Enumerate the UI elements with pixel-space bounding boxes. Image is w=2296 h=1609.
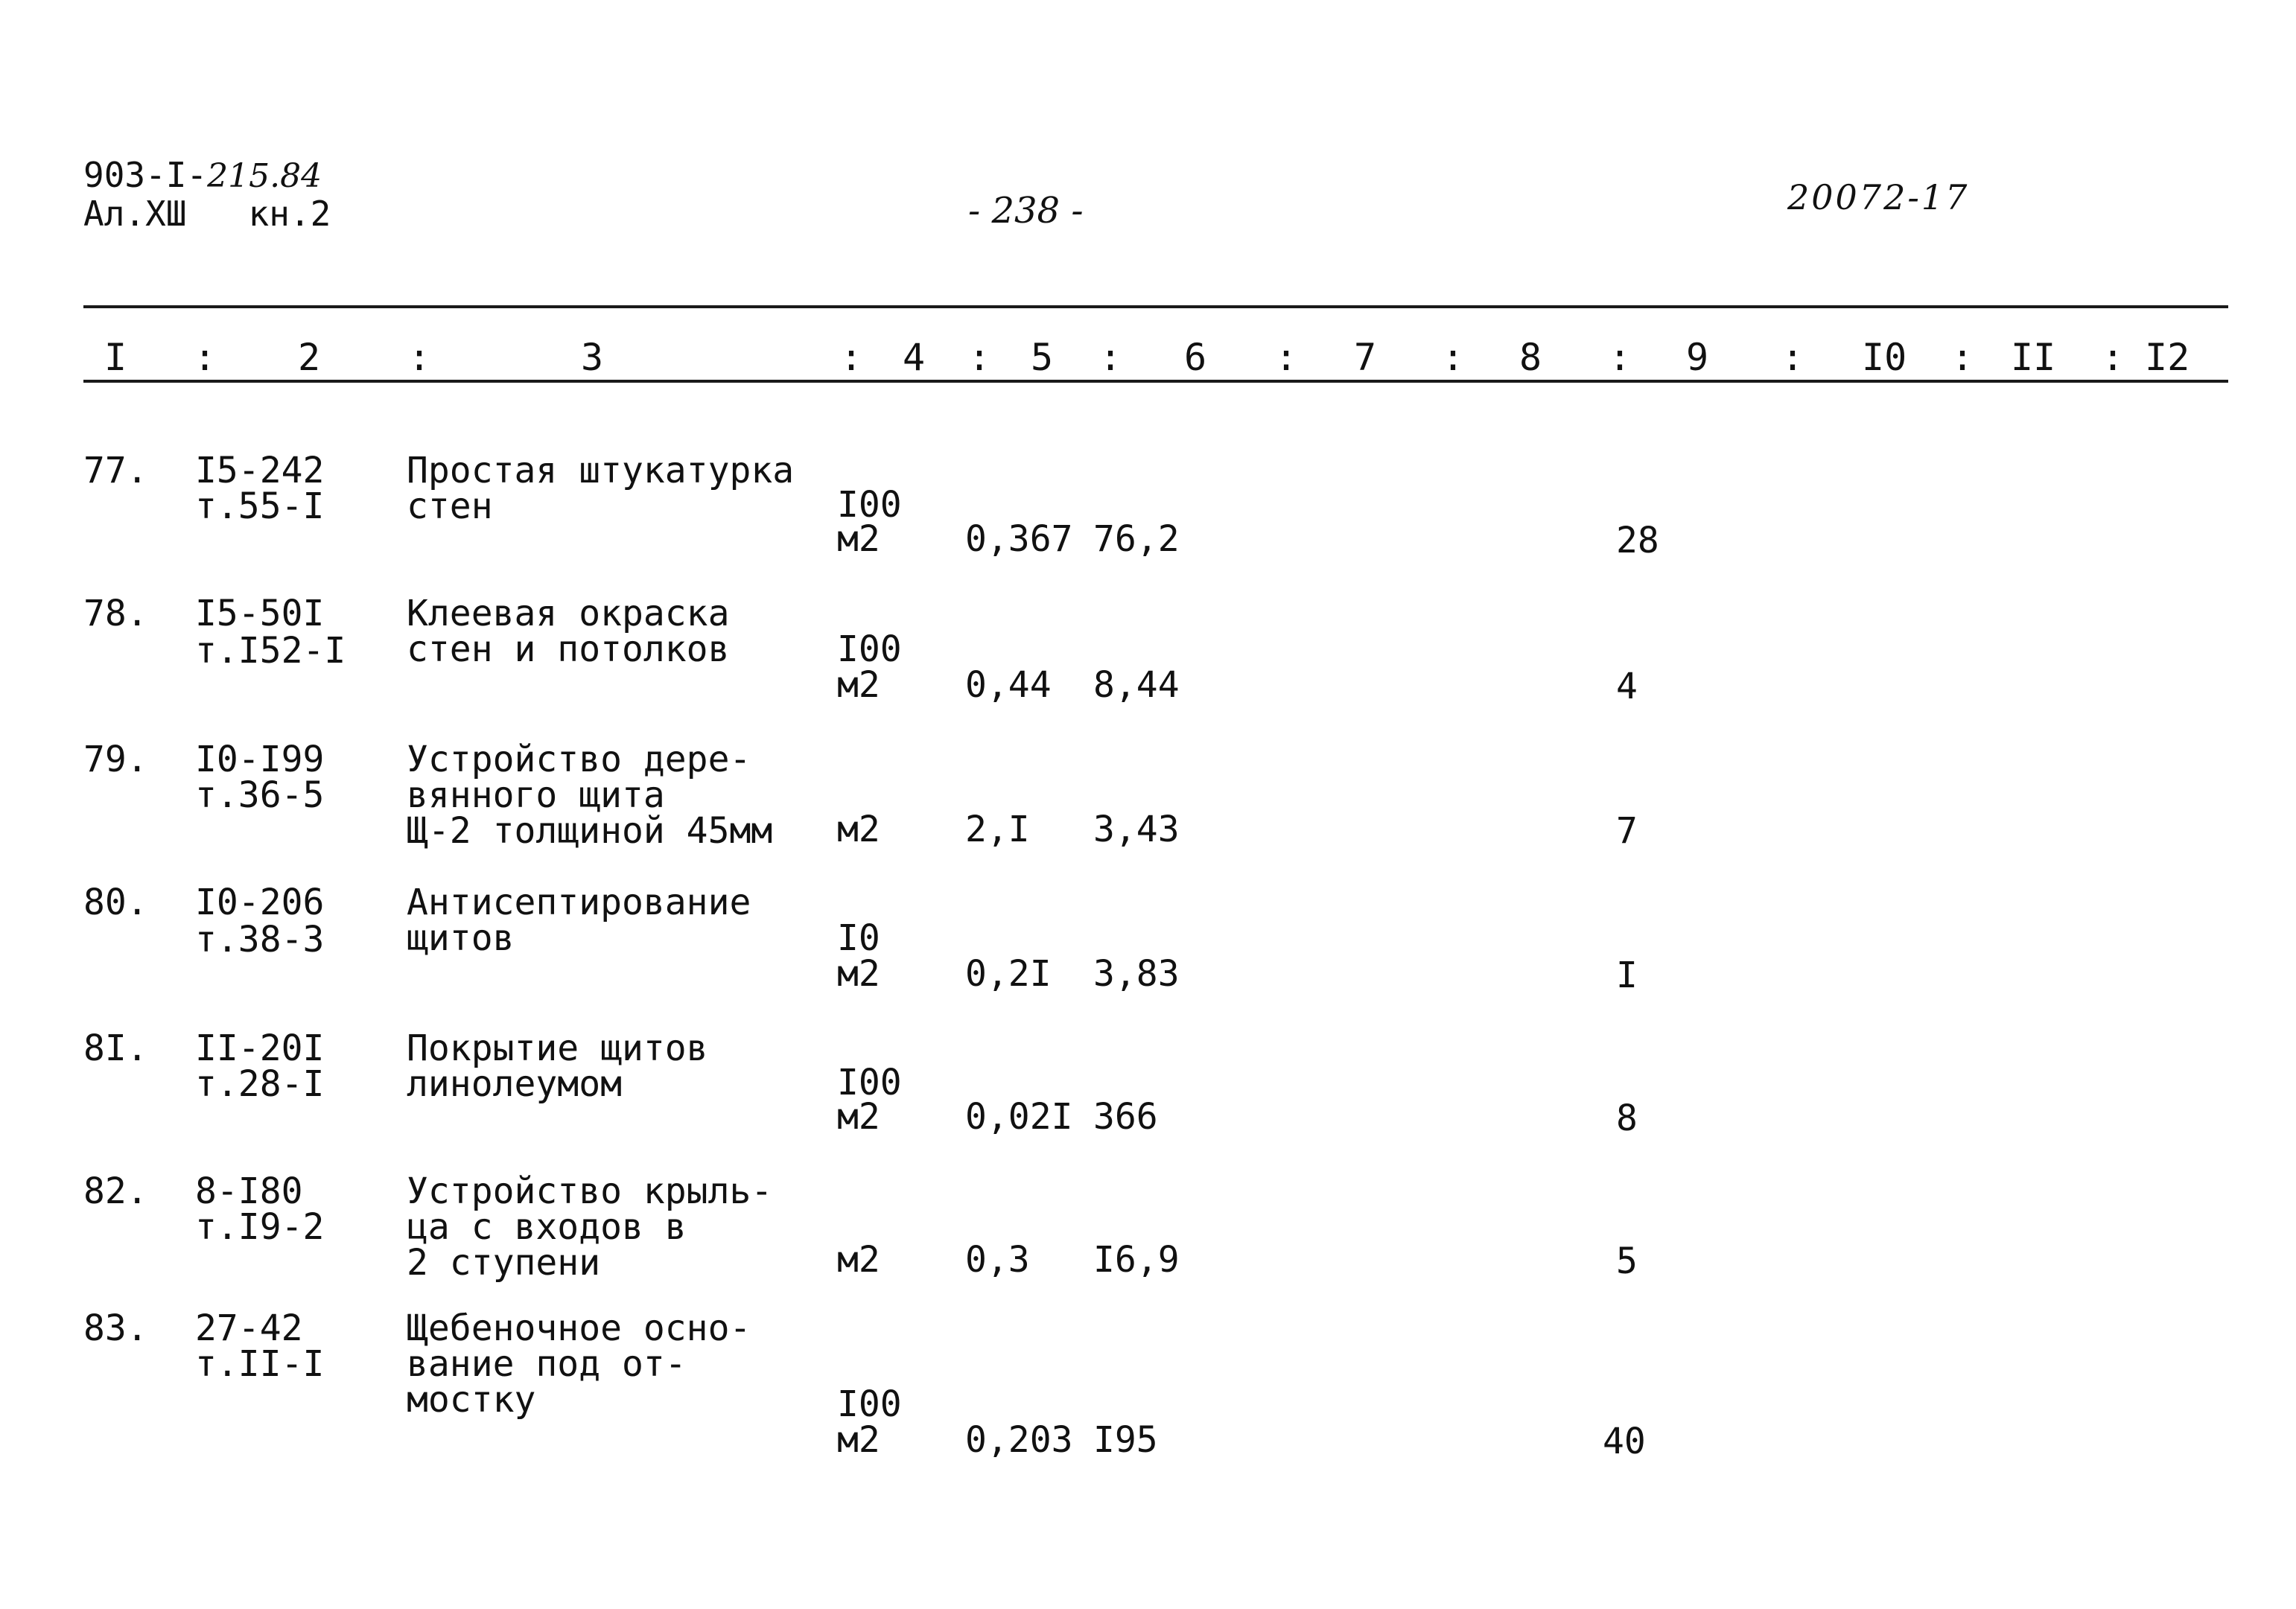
work-description	[407, 1027, 708, 1105]
quantity: 0,367	[965, 518, 1073, 560]
total: 5	[1616, 1240, 1638, 1282]
document-code-handwritten: 215.84	[207, 157, 322, 195]
document-code	[83, 155, 322, 195]
unit: м2	[837, 1239, 880, 1281]
row-number: 8I.	[83, 1027, 148, 1069]
norm-table-ref: т.II-I	[195, 1343, 325, 1385]
description-line: мостку	[407, 1379, 536, 1421]
unit-multiplier: I0	[837, 917, 880, 959]
description-line: ца с входов в	[407, 1206, 687, 1248]
total: 4	[1616, 666, 1638, 707]
column-separator: :	[1609, 336, 1632, 379]
column-header-12: I2	[2145, 336, 2190, 379]
column-header-5: 5	[1031, 336, 1054, 379]
unit-price: 3,43	[1093, 809, 1180, 850]
work-description	[407, 882, 751, 959]
row-number: 79.	[83, 739, 148, 780]
column-separator: :	[1781, 336, 1804, 379]
column-separator: :	[1099, 336, 1122, 379]
column-separator: :	[2102, 336, 2125, 379]
norm-code: II-20I	[195, 1027, 325, 1069]
document-code-prefix: 903-I-	[83, 155, 208, 195]
row-number: 83.	[83, 1307, 148, 1349]
inventory-number: 20072-17	[1787, 177, 1970, 217]
description-line: линолеумом	[407, 1063, 622, 1105]
work-description	[407, 593, 730, 670]
description-line: Щ-2 толщиной 45мм	[407, 810, 773, 852]
norm-table-ref: т.I9-2	[195, 1206, 325, 1248]
column-header-1: I	[104, 336, 127, 379]
quantity: 2,I	[965, 809, 1030, 850]
unit: м2	[837, 518, 880, 560]
column-header-2: 2	[298, 336, 321, 379]
total: I	[1616, 955, 1638, 996]
description-line: Щебеночное осно-	[407, 1307, 751, 1349]
unit-price: 366	[1093, 1096, 1158, 1138]
column-header-7: 7	[1354, 336, 1377, 379]
work-description	[407, 1307, 751, 1421]
column-separator: :	[408, 336, 431, 379]
unit: м2	[837, 1096, 880, 1138]
description-line: Покрытие щитов	[407, 1027, 708, 1069]
quantity: 0,203	[965, 1419, 1073, 1461]
table-header-rule	[83, 380, 2228, 383]
norm-code: I5-242	[195, 450, 325, 491]
unit-multiplier: I00	[837, 1383, 902, 1425]
quantity: 0,02I	[965, 1096, 1073, 1138]
unit-price: 3,83	[1093, 953, 1180, 995]
norm-code: I0-I99	[195, 739, 325, 780]
row-number: 80.	[83, 882, 148, 923]
column-header-4: 4	[903, 336, 926, 379]
row-number: 77.	[83, 450, 148, 491]
norm-code: I0-206	[195, 882, 325, 923]
unit-multiplier: I00	[837, 1062, 902, 1103]
quantity: 0,3	[965, 1239, 1030, 1281]
norm-table-ref: т.55-I	[195, 485, 325, 527]
description-line: стен	[407, 485, 493, 527]
row-number: 78.	[83, 593, 148, 634]
description-line: щитов	[407, 917, 515, 959]
unit: м2	[837, 1419, 880, 1461]
description-line: Простая штукатурка	[407, 450, 795, 491]
quantity: 0,2I	[965, 953, 1052, 995]
unit-price: 76,2	[1093, 518, 1180, 560]
album-line: Ал.XШ кн.2	[83, 194, 331, 234]
unit: м2	[837, 809, 880, 850]
column-separator: :	[840, 336, 863, 379]
column-header-11: II	[2011, 336, 2056, 379]
description-line: Антисептирование	[407, 882, 751, 923]
column-separator: :	[194, 336, 217, 379]
column-header-6: 6	[1184, 336, 1207, 379]
column-separator: :	[1275, 336, 1298, 379]
total: 8	[1616, 1097, 1638, 1139]
norm-table-ref: т.38-3	[195, 919, 325, 960]
unit-price: I6,9	[1093, 1239, 1180, 1281]
total: 28	[1616, 520, 1659, 561]
unit: м2	[837, 664, 880, 706]
row-number: 82.	[83, 1170, 148, 1212]
description-line: вание под от-	[407, 1343, 687, 1385]
description-line: Клеевая окраска	[407, 593, 730, 634]
norm-table-ref: т.28-I	[195, 1063, 325, 1105]
column-separator: :	[1442, 336, 1465, 379]
unit-multiplier: I00	[837, 484, 902, 526]
description-line: стен и потолков	[407, 628, 730, 670]
quantity: 0,44	[965, 664, 1052, 706]
table-top-rule	[83, 305, 2228, 308]
column-separator: :	[1951, 336, 1974, 379]
column-header-9: 9	[1686, 336, 1709, 379]
page-number: - 238 -	[968, 190, 1084, 232]
norm-code: 27-42	[195, 1307, 303, 1349]
norm-code: I5-50I	[195, 593, 325, 634]
description-line: вянного щита	[407, 774, 665, 816]
unit-price: I95	[1093, 1419, 1158, 1461]
norm-table-ref: т.36-5	[195, 774, 325, 816]
unit: м2	[837, 953, 880, 995]
column-header-3: 3	[581, 336, 604, 379]
unit-price: 8,44	[1093, 664, 1180, 706]
description-line: Устройство дере-	[407, 739, 751, 780]
total: 40	[1603, 1421, 1646, 1462]
description-line: Устройство крыль-	[407, 1170, 773, 1212]
unit-multiplier: I00	[837, 628, 902, 670]
norm-table-ref: т.I52-I	[195, 630, 346, 672]
work-description	[407, 1170, 773, 1284]
work-description	[407, 450, 795, 527]
work-description	[407, 739, 773, 852]
norm-code: 8-I80	[195, 1170, 303, 1212]
column-header-8: 8	[1519, 336, 1542, 379]
description-line: 2 ступени	[407, 1242, 601, 1284]
column-header-10: I0	[1862, 336, 1907, 379]
total: 7	[1616, 810, 1638, 852]
column-separator: :	[968, 336, 991, 379]
